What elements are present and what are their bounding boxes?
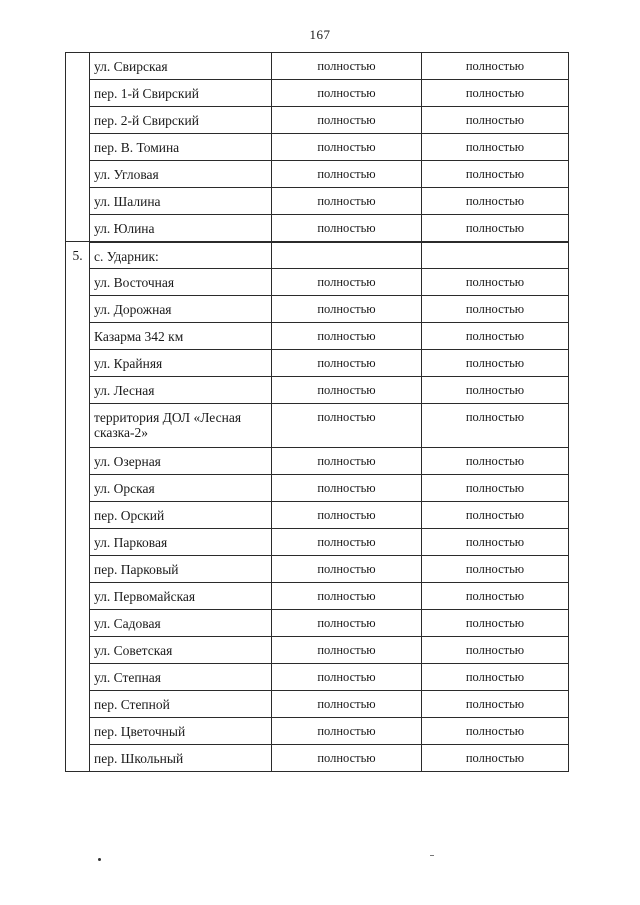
street-name-cell: пер. Степной xyxy=(90,691,272,718)
coverage-cell-1: полностью xyxy=(272,188,422,215)
coverage-cell-2: полностью xyxy=(422,556,569,583)
table-row xyxy=(66,745,569,772)
street-name-cell: ул. Советская xyxy=(90,637,272,664)
coverage-cell-2: полностью xyxy=(422,296,569,323)
coverage-cell-1: полностью xyxy=(272,107,422,134)
table-row xyxy=(66,53,569,80)
coverage-cell-1: полностью xyxy=(272,502,422,529)
coverage-cell-2: полностью xyxy=(422,377,569,404)
street-name-cell: ул. Угловая xyxy=(90,161,272,188)
coverage-cell-2: полностью xyxy=(422,80,569,107)
coverage-cell-1: полностью xyxy=(272,610,422,637)
row-number-cell xyxy=(66,53,90,80)
table-row xyxy=(66,134,569,161)
row-number-cell xyxy=(66,350,90,377)
street-name-cell: пер. 1-й Свирский xyxy=(90,80,272,107)
row-number-cell xyxy=(66,215,90,242)
coverage-cell-1: полностью xyxy=(272,134,422,161)
coverage-cell-1: полностью xyxy=(272,296,422,323)
coverage-cell-2: полностью xyxy=(422,664,569,691)
coverage-cell-1: полностью xyxy=(272,556,422,583)
table-row xyxy=(66,448,569,475)
street-name-cell: ул. Парковая xyxy=(90,529,272,556)
table-row xyxy=(66,502,569,529)
coverage-cell-1 xyxy=(272,242,422,269)
table-row xyxy=(66,529,569,556)
street-name-cell: ул. Крайняя xyxy=(90,350,272,377)
row-number-cell xyxy=(66,529,90,556)
row-number-cell xyxy=(66,610,90,637)
coverage-cell-2: полностью xyxy=(422,269,569,296)
coverage-cell-1: полностью xyxy=(272,53,422,80)
scan-speck xyxy=(430,855,434,856)
row-number-cell xyxy=(66,161,90,188)
coverage-cell-2: полностью xyxy=(422,718,569,745)
row-number-cell xyxy=(66,718,90,745)
table-row xyxy=(66,107,569,134)
street-name-cell: территория ДОЛ «Лесная сказка-2» xyxy=(90,404,272,448)
row-number-cell xyxy=(66,745,90,772)
coverage-cell-2: полностью xyxy=(422,637,569,664)
coverage-cell-2: полностью xyxy=(422,107,569,134)
coverage-cell-2 xyxy=(422,242,569,269)
coverage-cell-2: полностью xyxy=(422,502,569,529)
row-number-cell xyxy=(66,637,90,664)
street-name-cell: пер. В. Томина xyxy=(90,134,272,161)
table-row xyxy=(66,161,569,188)
table-row xyxy=(66,718,569,745)
coverage-cell-2: полностью xyxy=(422,583,569,610)
street-name-cell: ул. Степная xyxy=(90,664,272,691)
page-number: 167 xyxy=(309,27,331,42)
street-name-cell: ул. Юлина xyxy=(90,215,272,242)
table-row xyxy=(66,215,569,242)
coverage-cell-2: полностью xyxy=(422,475,569,502)
row-number-cell xyxy=(66,502,90,529)
coverage-cell-1: полностью xyxy=(272,475,422,502)
coverage-cell-2: полностью xyxy=(422,53,569,80)
coverage-cell-1: полностью xyxy=(272,745,422,772)
table-row xyxy=(66,323,569,350)
coverage-cell-1: полностью xyxy=(272,637,422,664)
coverage-cell-1: полностью xyxy=(272,161,422,188)
table-row xyxy=(66,664,569,691)
coverage-cell-2: полностью xyxy=(422,404,569,448)
coverage-cell-1: полностью xyxy=(272,691,422,718)
coverage-cell-1: полностью xyxy=(272,323,422,350)
street-name-cell: пер. 2-й Свирский xyxy=(90,107,272,134)
coverage-cell-1: полностью xyxy=(272,215,422,242)
coverage-cell-2: полностью xyxy=(422,529,569,556)
coverage-cell-1: полностью xyxy=(272,350,422,377)
table-row xyxy=(66,610,569,637)
table-row xyxy=(66,377,569,404)
row-number-cell: 5. xyxy=(66,242,90,269)
street-name-cell: с. Ударник: xyxy=(90,242,272,269)
street-name-cell: ул. Восточная xyxy=(90,269,272,296)
coverage-cell-2: полностью xyxy=(422,691,569,718)
streets-table-body xyxy=(66,53,569,772)
table-row xyxy=(66,242,569,269)
table-row xyxy=(66,556,569,583)
coverage-cell-1: полностью xyxy=(272,269,422,296)
coverage-cell-1: полностью xyxy=(272,718,422,745)
street-name-cell: ул. Озерная xyxy=(90,448,272,475)
row-number-cell xyxy=(66,107,90,134)
street-name-cell: ул. Садовая xyxy=(90,610,272,637)
table-row xyxy=(66,269,569,296)
table-row xyxy=(66,637,569,664)
row-number-cell xyxy=(66,296,90,323)
street-name-cell: ул. Дорожная xyxy=(90,296,272,323)
street-name-cell: Казарма 342 км xyxy=(90,323,272,350)
row-number-cell xyxy=(66,323,90,350)
table-row xyxy=(66,80,569,107)
coverage-cell-2: полностью xyxy=(422,134,569,161)
street-name-cell: пер. Парковый xyxy=(90,556,272,583)
street-name-cell: ул. Лесная xyxy=(90,377,272,404)
street-name-cell: пер. Школьный xyxy=(90,745,272,772)
street-name-cell: ул. Свирская xyxy=(90,53,272,80)
table-row xyxy=(66,475,569,502)
row-number-cell xyxy=(66,664,90,691)
table-row xyxy=(66,188,569,215)
coverage-cell-2: полностью xyxy=(422,350,569,377)
coverage-cell-2: полностью xyxy=(422,448,569,475)
row-number-cell xyxy=(66,134,90,161)
coverage-cell-2: полностью xyxy=(422,188,569,215)
coverage-cell-1: полностью xyxy=(272,448,422,475)
table-row xyxy=(66,404,569,448)
coverage-cell-1: полностью xyxy=(272,529,422,556)
street-name-cell: пер. Цветочный xyxy=(90,718,272,745)
coverage-cell-2: полностью xyxy=(422,610,569,637)
street-name-cell: ул. Первомайская xyxy=(90,583,272,610)
coverage-cell-2: полностью xyxy=(422,161,569,188)
table-row xyxy=(66,691,569,718)
coverage-cell-1: полностью xyxy=(272,583,422,610)
row-number-cell xyxy=(66,583,90,610)
coverage-cell-1: полностью xyxy=(272,377,422,404)
row-number-cell xyxy=(66,80,90,107)
table-row xyxy=(66,296,569,323)
coverage-cell-2: полностью xyxy=(422,323,569,350)
streets-table xyxy=(65,52,569,772)
table-row xyxy=(66,583,569,610)
coverage-cell-2: полностью xyxy=(422,215,569,242)
row-number-cell xyxy=(66,377,90,404)
coverage-cell-1: полностью xyxy=(272,664,422,691)
scan-speck xyxy=(98,858,101,861)
row-number-cell xyxy=(66,404,90,448)
street-name-cell: ул. Орская xyxy=(90,475,272,502)
table-row xyxy=(66,350,569,377)
row-number-cell xyxy=(66,188,90,215)
coverage-cell-1: полностью xyxy=(272,404,422,448)
street-name-cell: пер. Орский xyxy=(90,502,272,529)
row-number-cell xyxy=(66,448,90,475)
row-number-cell xyxy=(66,269,90,296)
coverage-cell-2: полностью xyxy=(422,745,569,772)
coverage-cell-1: полностью xyxy=(272,80,422,107)
street-name-cell: ул. Шалина xyxy=(90,188,272,215)
row-number-cell xyxy=(66,691,90,718)
row-number-cell xyxy=(66,556,90,583)
row-number-cell xyxy=(66,475,90,502)
